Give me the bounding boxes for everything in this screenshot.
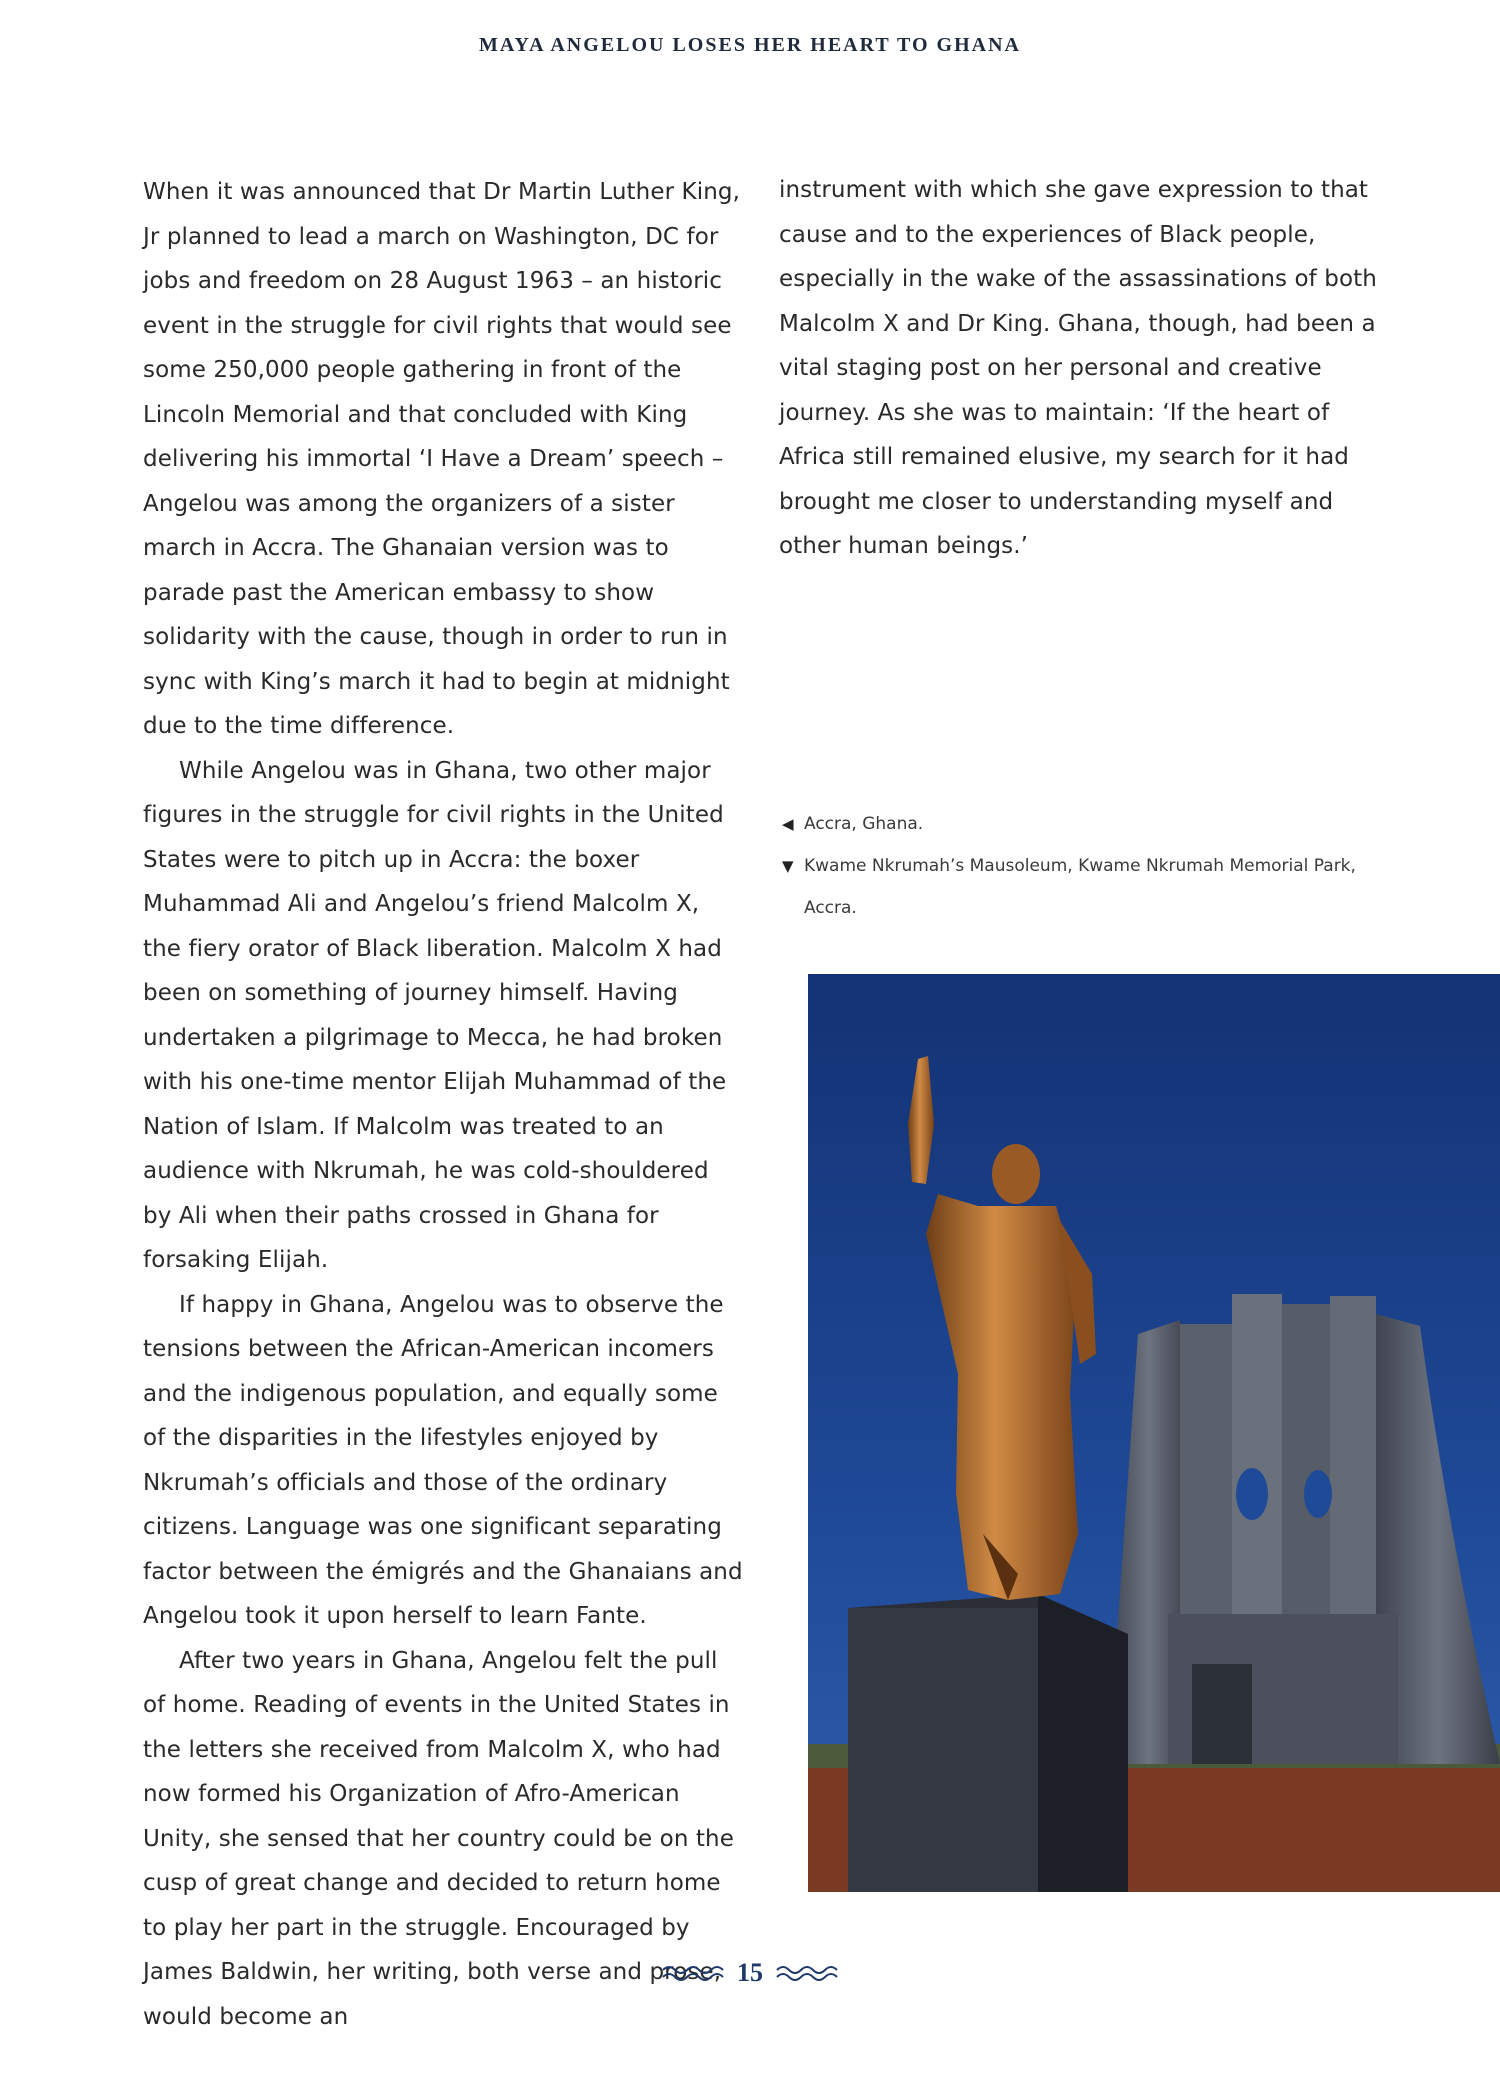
arrow-left-icon: ◀ <box>782 815 794 833</box>
caption-text: Accra, Ghana. <box>804 814 924 834</box>
body-column-left <box>143 170 743 2039</box>
page-number: 15 <box>737 1958 763 1987</box>
body-column-right <box>779 168 1389 569</box>
paragraph: If happy in Ghana, Angelou was to observe the tensions between the African-American incomers and the indigenous population, and equally some of the disparities in the lifestyles enjoyed by Nkrumah’s officials and those of the ordinary citizens. Language was one significant separating factor between the émigrés and the Ghanaians and Angelou took it upon herself to learn Fante. <box>143 1291 743 1629</box>
nkrumah-mausoleum-photo <box>808 974 1500 1892</box>
paragraph: While Angelou was in Ghana, two other major figures in the struggle for civil rights in the United States were to pitch up in Accra: the boxer Muhammad Ali and Angelou’s friend Malcolm X, the fiery orator of Black liberation. Malcolm X had been on something of journey himself. Having undertaken a pilgrimage to Mecca, he had broken with his one-time mentor Elijah Muhammad of the Nation of Islam. If Malcolm was treated to an audience with Nkrumah, he was cold-shouldered by Ali when their paths crossed in Ghana for forsaking Elijah. <box>143 757 727 1273</box>
running-head: MAYA ANGELOU LOSES HER HEART TO GHANA <box>479 34 1021 56</box>
caption-mausoleum <box>782 845 1382 929</box>
wave-ornament-icon <box>661 1962 725 1984</box>
photo-captions <box>782 803 1382 929</box>
paragraph: When it was announced that Dr Martin Luther King, Jr planned to lead a march on Washington, DC for jobs and freedom on 28 August 1963 – an historic event in the struggle for civil rights that would see some 250,000 people gathering in front of the Lincoln Memorial and that concluded with King delivering his immortal ‘I Have a Dream’ speech – Angelou was among the organizers of a sister march in Accra. The Ghanaian version was to parade past the American embassy to show solidarity with the cause, though in order to run in sync with King’s march it had to begin at midnight due to the time difference. <box>143 179 741 739</box>
pedestal <box>848 1594 1128 1892</box>
caption-text: Kwame Nkrumah’s Mausoleum, Kwame Nkrumah Memorial Park, Accra. <box>804 856 1356 918</box>
page-folio <box>0 1958 1500 1988</box>
arrow-down-icon: ▼ <box>782 857 794 875</box>
paragraph: After two years in Ghana, Angelou felt the pull of home. Reading of events in the United States in the letters she received from Malcolm X, who had now formed his Organization of Afro-American Unity, she sensed that her country could be on the cusp of great change and decided to return home to play her part in the struggle. Encouraged by James Baldwin, her writing, both verse and prose, would become an <box>143 1647 734 2030</box>
wave-ornament-icon <box>775 1962 839 1984</box>
paragraph: instrument with which she gave expression to that cause and to the experiences of Black people, especially in the wake of the assassinations of both Malcolm X and Dr King. Ghana, though, had been a vital staging post on her personal and creative journey. As she was to maintain: ‘If the heart of Africa still remained elusive, my search for it had brought me closer to understanding myself and other human beings.’ <box>779 177 1377 559</box>
caption-accra <box>782 803 1382 845</box>
